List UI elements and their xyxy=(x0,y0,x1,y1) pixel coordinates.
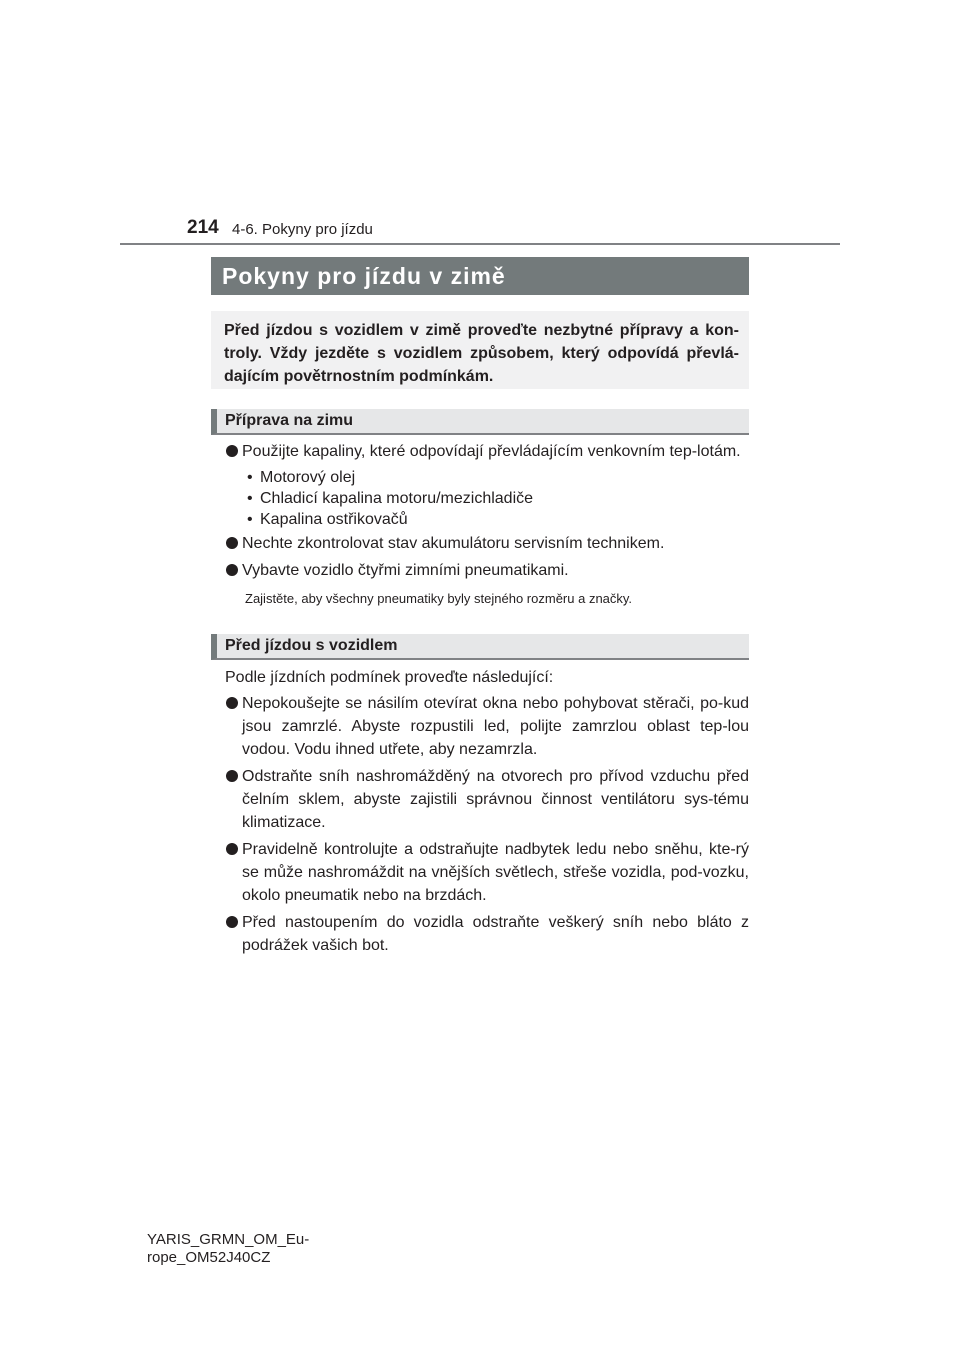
sub-item-text: Motorový olej xyxy=(260,469,356,486)
sub-list-item xyxy=(211,467,749,488)
list-item xyxy=(211,532,749,555)
footer-line-2: rope_OM52J40CZ xyxy=(147,1249,271,1266)
intro-box: Před jízdou s vozidlem v zimě proveďte nezbytné přípravy a kon-troly. Vždy jezděte s vozidlem způsobem, který odpovídá převlá-dajícím povětrnostním podmínkám. xyxy=(211,311,749,389)
section-label: 4-6. Pokyny pro jízdu xyxy=(232,221,373,238)
before-driving-content xyxy=(211,666,749,961)
tire-note: Zajistěte, aby všechny pneumatiky byly stejného rozměru a značky. xyxy=(245,591,633,606)
sub-list-item xyxy=(211,509,749,530)
list-item xyxy=(211,911,749,957)
bullet-text: Před nastoupením do vozidla odstraňte veškerý sníh nebo bláto z podrážek vašich bot. xyxy=(242,914,749,954)
fluid-sub-list xyxy=(211,467,749,530)
sub-list-item xyxy=(211,488,749,509)
bullet-icon xyxy=(226,445,238,457)
bullet-icon xyxy=(226,770,238,782)
bullet-text: Pravidelně kontrolujte a odstraňujte nadbytek ledu nebo sněhu, kte-rý se může nashromáždit na vnějších světlech, střeše vozidla, pod-vozku, okolo pneumatik nebo na brzdách. xyxy=(242,841,749,904)
list-item xyxy=(211,559,749,582)
dot-icon: • xyxy=(247,469,253,486)
bullet-icon xyxy=(226,537,238,549)
footer-line-1: YARIS_GRMN_OM_Eu- xyxy=(147,1231,310,1248)
bullet-icon xyxy=(226,697,238,709)
sub-item-text: Chladicí kapalina motoru/mezichladiče xyxy=(260,490,534,507)
bullet-text: Nechte zkontrolovat stav akumulátoru servisním technikem. xyxy=(242,535,665,552)
section-intro: Podle jízdních podmínek proveďte následující: xyxy=(225,669,554,686)
dot-icon: • xyxy=(247,511,253,528)
list-item xyxy=(211,838,749,907)
section-heading-before-driving: Před jízdou s vozidlem xyxy=(211,634,749,660)
list-item xyxy=(211,440,749,463)
header-rule xyxy=(120,243,840,245)
bullet-text: Použijte kapaliny, které odpovídají převládajícím venkovním tep-lotám. xyxy=(242,443,741,460)
section-heading-winter-prep: Příprava na zimu xyxy=(211,409,749,435)
bullet-text: Odstraňte sníh nashromážděný na otvorech pro přívod vzduchu před čelním sklem, abyste zajistili správnou činnost ventilátoru sys-tému klimatizace. xyxy=(242,768,749,831)
bullet-icon xyxy=(226,843,238,855)
list-item xyxy=(211,765,749,834)
winter-prep-content xyxy=(211,440,749,608)
footer-document-id xyxy=(147,1231,309,1267)
page-title: Pokyny pro jízdu v zimě xyxy=(211,257,749,295)
bullet-text: Nepokoušejte se násilím otevírat okna nebo pohybovat stěrači, po-kud jsou zamrzlé. Abyste rozpustili led, polijte zamrzlou oblast tep-lou vodou. Vodu ihned utřete, aby nezamrzla. xyxy=(242,695,749,758)
list-item xyxy=(211,692,749,761)
bullet-icon xyxy=(226,916,238,928)
page-number: 214 xyxy=(187,217,219,238)
bullet-icon xyxy=(226,564,238,576)
dot-icon: • xyxy=(247,490,253,507)
bullet-text: Vybavte vozidlo čtyřmi zimními pneumatikami. xyxy=(242,562,569,579)
sub-item-text: Kapalina ostřikovačů xyxy=(260,511,408,528)
